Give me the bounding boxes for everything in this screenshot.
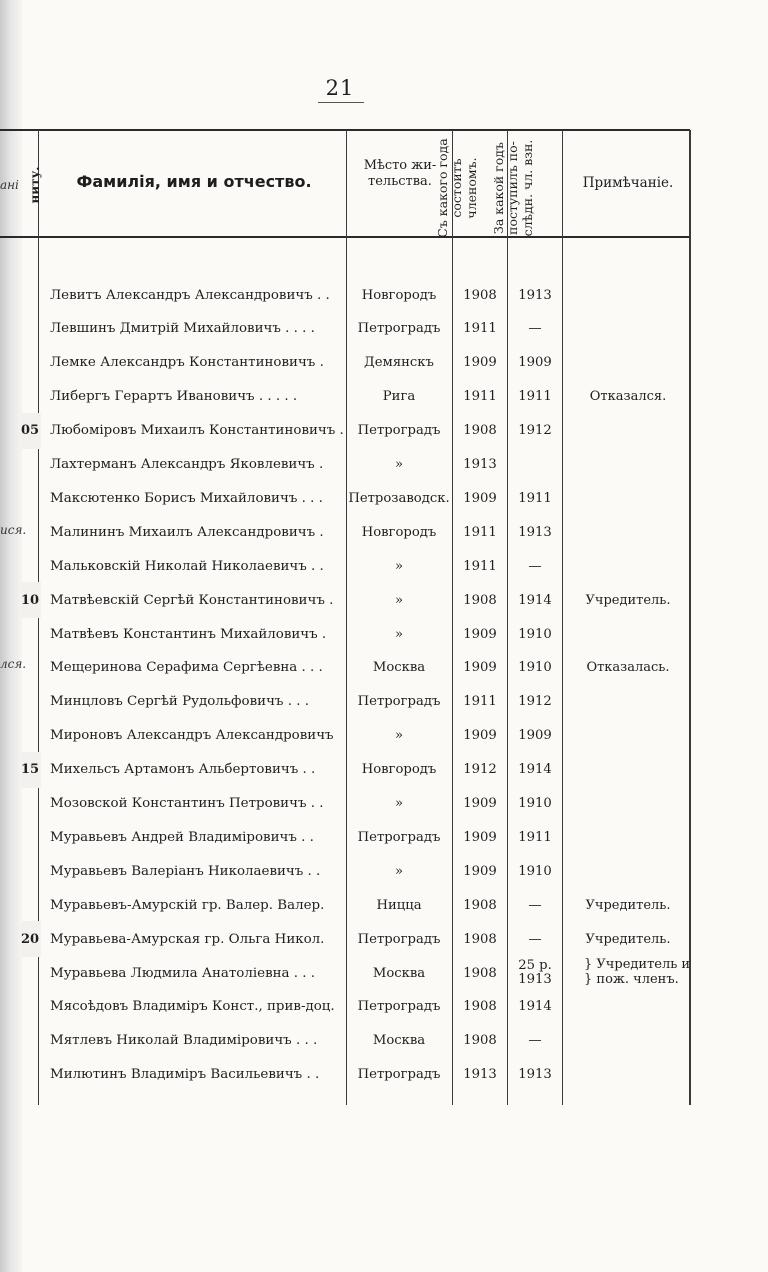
header-note: Примѣчаніе. [582, 175, 674, 191]
member-since-year: 1911 [463, 524, 497, 540]
member-fee-year: 1914 [518, 999, 552, 1015]
table-row [0, 650, 768, 686]
member-since-year: 1909 [463, 863, 497, 879]
member-residence: Ницца [376, 897, 422, 913]
table-row [0, 582, 768, 618]
member-residence: Москва [372, 660, 426, 676]
member-since-year: 1908 [463, 287, 497, 303]
table-row [0, 786, 768, 822]
member-residence: » [394, 457, 404, 472]
member-fee-year: 1914 [518, 762, 552, 778]
member-name: Милютинъ Владиміръ Васильевичъ . . [50, 1067, 320, 1083]
member-residence: Петроградъ [357, 694, 441, 710]
member-fee-year: — [528, 558, 542, 574]
member-name: Муравьева Людмила Анатоліевна . . . [50, 965, 316, 981]
table-row [0, 277, 768, 313]
member-residence: Новгородъ [361, 524, 437, 540]
member-fee-year: 1913 [518, 287, 552, 303]
table-row [0, 819, 768, 855]
member-name: Лахтерманъ Александръ Яковлевичъ . [50, 457, 324, 472]
member-fee-year-line-1: 25 р. [518, 958, 552, 974]
member-note [566, 819, 690, 855]
member-residence: » [394, 796, 404, 811]
member-note-line-2: } пож. членъ. [584, 972, 679, 987]
member-residence: Петроградъ [357, 999, 441, 1015]
member-note [566, 447, 690, 483]
member-residence: » [394, 626, 404, 642]
member-note [566, 277, 690, 313]
member-fee-year: 1909 [518, 355, 552, 371]
table-row [0, 548, 768, 584]
member-note-line-1: } Учредитель и [584, 957, 691, 973]
member-fee-year: 1911 [518, 829, 552, 845]
member-note [566, 345, 690, 381]
header-fee: За какой годъ поступилъ по-слѣдн. чл. взн. [491, 139, 535, 237]
member-name: Мясоѣдовъ Владиміръ Конст., прив-доц. [50, 999, 335, 1015]
member-fee-year: — [528, 1033, 542, 1049]
member-since-year: 1908 [463, 965, 497, 981]
member-residence: Петроградъ [357, 321, 441, 337]
table-row [0, 311, 768, 347]
page-number-rule [318, 102, 364, 103]
member-fee-year: 1910 [518, 660, 552, 676]
member-since-year: 1909 [463, 796, 497, 811]
member-fee-year: — [528, 897, 542, 913]
member-residence: Петрозаводск. [348, 490, 450, 506]
table-row [0, 955, 768, 991]
table-row [0, 853, 768, 889]
member-fee-year: 1913 [518, 524, 552, 540]
member-note [566, 413, 690, 449]
member-since-year: 1908 [463, 423, 497, 439]
member-note [566, 1057, 690, 1093]
member-since-year: 1909 [463, 728, 497, 744]
member-note [566, 514, 690, 550]
row-number: 05 [21, 413, 41, 449]
member-fee-year: 1911 [518, 389, 552, 405]
member-residence: Демянскъ [364, 355, 434, 371]
member-since-year: 1911 [463, 694, 497, 710]
member-residence: » [394, 863, 404, 879]
member-since-year: 1909 [463, 829, 497, 845]
table-row [0, 1057, 768, 1093]
header-since: Съ какого года состоитъ членомъ. [435, 138, 479, 238]
margin-fragment-mid1: ися. [0, 523, 27, 537]
member-name: Минцловъ Сергѣй Рудольфовичъ . . . [50, 694, 309, 710]
member-fee-year: 1914 [518, 592, 552, 608]
table-row [0, 379, 768, 415]
member-since-year: 1909 [463, 626, 497, 642]
table-row [0, 887, 768, 923]
member-fee-year [508, 955, 562, 991]
table-row [0, 345, 768, 381]
member-since-year: 1908 [463, 999, 497, 1015]
member-residence: Новгородъ [361, 762, 437, 778]
margin-fragment-mid2: лся. [0, 657, 27, 671]
member-fee-year [508, 447, 562, 483]
member-fee-year: 1913 [518, 1067, 552, 1083]
member-name: Левитъ Александръ Александровичъ . . [50, 287, 330, 303]
table-row [0, 480, 768, 516]
member-residence: » [394, 558, 404, 574]
member-fee-year: 1912 [518, 694, 552, 710]
member-note: Учредитель. [585, 592, 671, 608]
member-name: Матвѣевъ Константинъ Михайловичъ . [50, 626, 327, 642]
member-residence: Петроградъ [357, 423, 441, 439]
member-name: Любоміровъ Михаилъ Константиновичъ . [50, 423, 344, 439]
member-since-year: 1908 [463, 931, 497, 947]
member-since-year: 1913 [463, 1067, 497, 1083]
member-since-year: 1911 [463, 321, 497, 337]
member-note [566, 480, 690, 516]
member-fee-year: 1910 [518, 626, 552, 642]
member-name: Мещеринова Серафима Сергѣевна . . . [50, 660, 323, 676]
member-residence: » [394, 592, 404, 608]
member-name: Мозовской Константинъ Петровичъ . . [50, 796, 324, 811]
member-fee-year: 1910 [518, 863, 552, 879]
member-note [566, 955, 708, 991]
member-residence: » [394, 728, 404, 744]
member-fee-year: — [528, 931, 542, 947]
header-bottom-rule [0, 236, 690, 238]
member-fee-year: — [528, 321, 542, 337]
member-note: Отказалась. [586, 660, 670, 676]
member-residence: Москва [372, 965, 426, 981]
table-row [0, 989, 768, 1025]
member-note [566, 853, 690, 889]
member-name: Муравьевъ Андрей Владиміровичъ . . [50, 829, 314, 845]
member-residence: Петроградъ [357, 931, 441, 947]
member-residence: Петроградъ [357, 829, 441, 845]
member-name: Муравьевъ-Амурскій гр. Валер. Валер. [50, 897, 325, 913]
margin-fragment-top: ані [0, 178, 19, 192]
member-since-year: 1909 [463, 355, 497, 371]
table-top-rule [0, 129, 690, 131]
header-name: Фамилія, имя и отчество. [76, 172, 312, 191]
member-note [566, 752, 690, 788]
member-residence: Петроградъ [357, 1067, 441, 1083]
member-name: Малининъ Михаилъ Александровичъ . [50, 524, 324, 540]
member-note: Учредитель. [585, 931, 671, 947]
table-row [0, 514, 768, 550]
member-note [566, 989, 690, 1025]
member-fee-year: 1911 [518, 490, 552, 506]
member-since-year: 1908 [463, 1033, 497, 1049]
member-since-year: 1908 [463, 897, 497, 913]
member-residence: Новгородъ [361, 287, 437, 303]
table-row [0, 447, 768, 483]
member-since-year: 1911 [463, 558, 497, 574]
member-note: Учредитель. [585, 897, 671, 913]
table-row [0, 413, 768, 449]
member-note [566, 786, 690, 822]
member-fee-year-line-2: 1913 [518, 972, 552, 987]
member-note [566, 718, 690, 754]
member-since-year: 1911 [463, 389, 497, 405]
table-row [0, 921, 768, 957]
member-fee-year: 1910 [518, 796, 552, 811]
member-note [566, 548, 690, 584]
member-fee-year: 1909 [518, 728, 552, 744]
member-note: Отказался. [589, 389, 667, 405]
member-name: Либергъ Герартъ Ивановичъ . . . . . [50, 389, 298, 405]
row-number: 20 [21, 921, 41, 957]
member-since-year: 1908 [463, 592, 497, 608]
table-row [0, 1023, 768, 1059]
table-row [0, 616, 768, 652]
member-since-year: 1909 [463, 490, 497, 506]
member-fee-year: 1912 [518, 423, 552, 439]
member-name: Михельсъ Артамонъ Альбертовичъ . . [50, 762, 316, 778]
table-row [0, 684, 768, 720]
member-since-year: 1912 [463, 762, 497, 778]
member-name: Мятлевъ Николай Владиміровичъ . . . [50, 1033, 318, 1049]
header-place: Мѣсто жи-тельства. [363, 158, 437, 190]
member-note [566, 684, 690, 720]
member-name: Мальковскій Николай Николаевичъ . . [50, 558, 324, 574]
member-note [566, 1023, 690, 1059]
member-residence: Рига [382, 389, 416, 405]
header-left-col: ниту. [28, 166, 42, 204]
member-since-year: 1909 [463, 660, 497, 676]
member-note [566, 616, 690, 652]
page-number: 21 [325, 76, 355, 100]
member-name: Максютенко Борисъ Михайловичъ . . . [50, 490, 323, 506]
table-row [0, 718, 768, 754]
row-number: 15 [21, 752, 41, 788]
member-name: Муравьева-Амурская гр. Ольга Никол. [50, 931, 325, 947]
row-number: 10 [21, 582, 41, 618]
table-row [0, 752, 768, 788]
member-name: Муравьевъ Валеріанъ Николаевичъ . . [50, 863, 321, 879]
member-name: Матвѣевскій Сергѣй Константиновичъ . [50, 592, 334, 608]
member-residence: Москва [372, 1033, 426, 1049]
member-name: Левшинъ Дмитрій Михайловичъ . . . . [50, 321, 315, 337]
member-note [566, 311, 690, 347]
member-name: Мироновъ Александръ Александровичъ [50, 728, 334, 744]
member-name: Лемке Александръ Константиновичъ . [50, 355, 324, 371]
member-since-year: 1913 [463, 457, 497, 472]
